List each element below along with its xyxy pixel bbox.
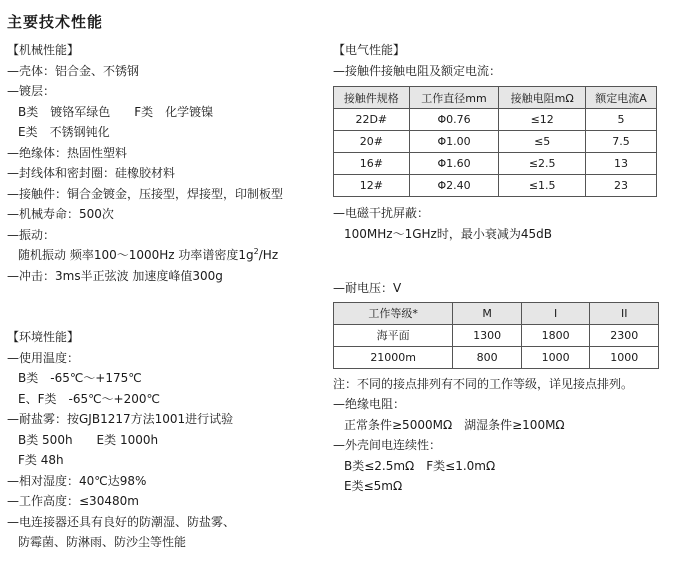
table-row: [334, 324, 659, 346]
table-header-row: [334, 87, 657, 109]
table-cell: 16#: [334, 153, 410, 175]
temp-spec: —使用温度：: [7, 350, 80, 365]
protection-spec: —电连接器还具有良好的防潮湿、防盐雾、: [7, 514, 236, 529]
temp-b-spec: B类 -65℃～+175℃: [18, 371, 142, 385]
section-gap: [333, 244, 678, 278]
contact-resistance-label: —接触件接触电阻及额定电流：: [333, 63, 502, 78]
insulation-detail: 正常条件≥5000MΩ 湖湿条件≥100MΩ: [344, 417, 565, 432]
table-cell: 2300: [590, 324, 659, 346]
table-cell: Φ1.00: [409, 131, 499, 153]
table-header-cell: M: [453, 302, 522, 324]
table-row: [334, 109, 657, 131]
mechanical-heading: 【机械性能】: [7, 43, 80, 57]
table-cell: ≤1.5: [499, 175, 586, 197]
table-cell: 1000: [521, 346, 590, 368]
environment-heading: 【环境性能】: [7, 330, 80, 344]
insulator-spec: —绝缘体：热固性塑料: [7, 145, 128, 160]
shell-spec: —壳体：铝合金、不锈钢: [7, 63, 140, 78]
vibration-sup: 2: [253, 247, 259, 256]
table-header-cell: 接触电阻mΩ: [499, 87, 586, 109]
insulation-label: —绝缘电阻：: [333, 397, 406, 411]
table-cell: Φ1.60: [409, 153, 499, 175]
vibration-detail-text: 随机振动 频率100～1000Hz 功率谱密度1g: [18, 248, 254, 262]
voltage-table: [333, 302, 659, 369]
table-cell: 1300: [453, 324, 522, 346]
table-cell: 21000m: [334, 346, 453, 368]
salt-spec: —耐盐雾：按GJB1217方法1001进行试验: [7, 412, 234, 426]
table-row: [334, 153, 657, 175]
table-row: [334, 175, 657, 197]
table-header-cell: I: [521, 302, 590, 324]
table-header-cell: II: [590, 302, 659, 324]
temp-ef-spec: E、F类 -65℃～+200℃: [18, 391, 160, 406]
table-cell: 5: [586, 109, 657, 131]
table-cell: 13: [586, 153, 657, 175]
protection-spec-2: 防霉菌、防淋雨、防沙尘等性能: [18, 535, 187, 549]
table-cell: 1800: [521, 324, 590, 346]
salt-f-spec: F类 48h: [18, 453, 64, 467]
life-spec: —机械寿命：500次: [7, 207, 114, 221]
altitude-spec: —工作高度：≤30480m: [7, 494, 139, 508]
table-row: [334, 346, 659, 368]
continuity-e: E类≤5mΩ: [344, 479, 403, 493]
table-cell: ≤2.5: [499, 153, 586, 175]
continuity-bf: B类≤2.5mΩ F类≤1.0mΩ: [344, 458, 496, 473]
plating-spec: —镀层：: [7, 84, 56, 98]
shock-spec: —冲击：3ms半正弦波 加速度峰值300g: [7, 268, 223, 283]
table-header-cell: 工作等级*: [334, 302, 453, 324]
note-text: 注：不同的接点排列有不同的工作等级，详见接点排列。: [333, 376, 634, 391]
table-header-cell: 接触件规格: [334, 87, 410, 109]
table-header-cell: 额定电流A: [586, 87, 657, 109]
vibration-unit: /Hz: [258, 248, 279, 262]
continuity-label: —外壳间电连续性：: [333, 438, 442, 452]
right-column: [333, 40, 678, 497]
contact-spec: —接触件：铜合金镀金，压接型，焊接型，印制板型: [7, 186, 284, 201]
table-cell: 23: [586, 175, 657, 197]
vibration-spec: —振动：: [7, 227, 56, 242]
table-cell: 12#: [334, 175, 410, 197]
table-cell: ≤12: [499, 109, 586, 131]
humidity-spec: —相对湿度：40℃达98%: [7, 473, 147, 488]
table-cell: Φ0.76: [409, 109, 499, 131]
table-cell: 1000: [590, 346, 659, 368]
emi-detail: 100MHz～1GHz时，最小衰减为45dB: [344, 226, 552, 241]
emi-label: —电磁干扰屏蔽：: [333, 206, 430, 220]
seal-spec: —封线体和密封圈：硅橡胶材料: [7, 166, 176, 180]
table-cell: 20#: [334, 131, 410, 153]
vibration-detail: [7, 245, 327, 266]
contact-table: [333, 86, 657, 197]
page-title: 主要技术性能: [7, 13, 104, 31]
table-cell: Φ2.40: [409, 175, 499, 197]
table-cell: 7.5: [586, 131, 657, 153]
salt-be-spec: B类 500h E类 1000h: [18, 432, 159, 447]
plating-e-spec: E类 不锈钢钝化: [18, 125, 110, 139]
table-cell: 800: [453, 346, 522, 368]
table-row: [334, 131, 657, 153]
table-header-cell: 工作直径mm: [409, 87, 499, 109]
table-cell: ≤5: [499, 131, 586, 153]
voltage-label: —耐电压：V: [333, 281, 402, 295]
table-header-row: [334, 302, 659, 324]
table-cell: 海平面: [334, 324, 453, 346]
section-gap: [7, 286, 327, 327]
electrical-heading: 【电气性能】: [333, 43, 406, 57]
plating-b-spec: B类 镀铬军绿色 F类 化学镀镍: [18, 104, 214, 119]
left-column: [7, 40, 327, 553]
table-cell: 22D#: [334, 109, 410, 131]
